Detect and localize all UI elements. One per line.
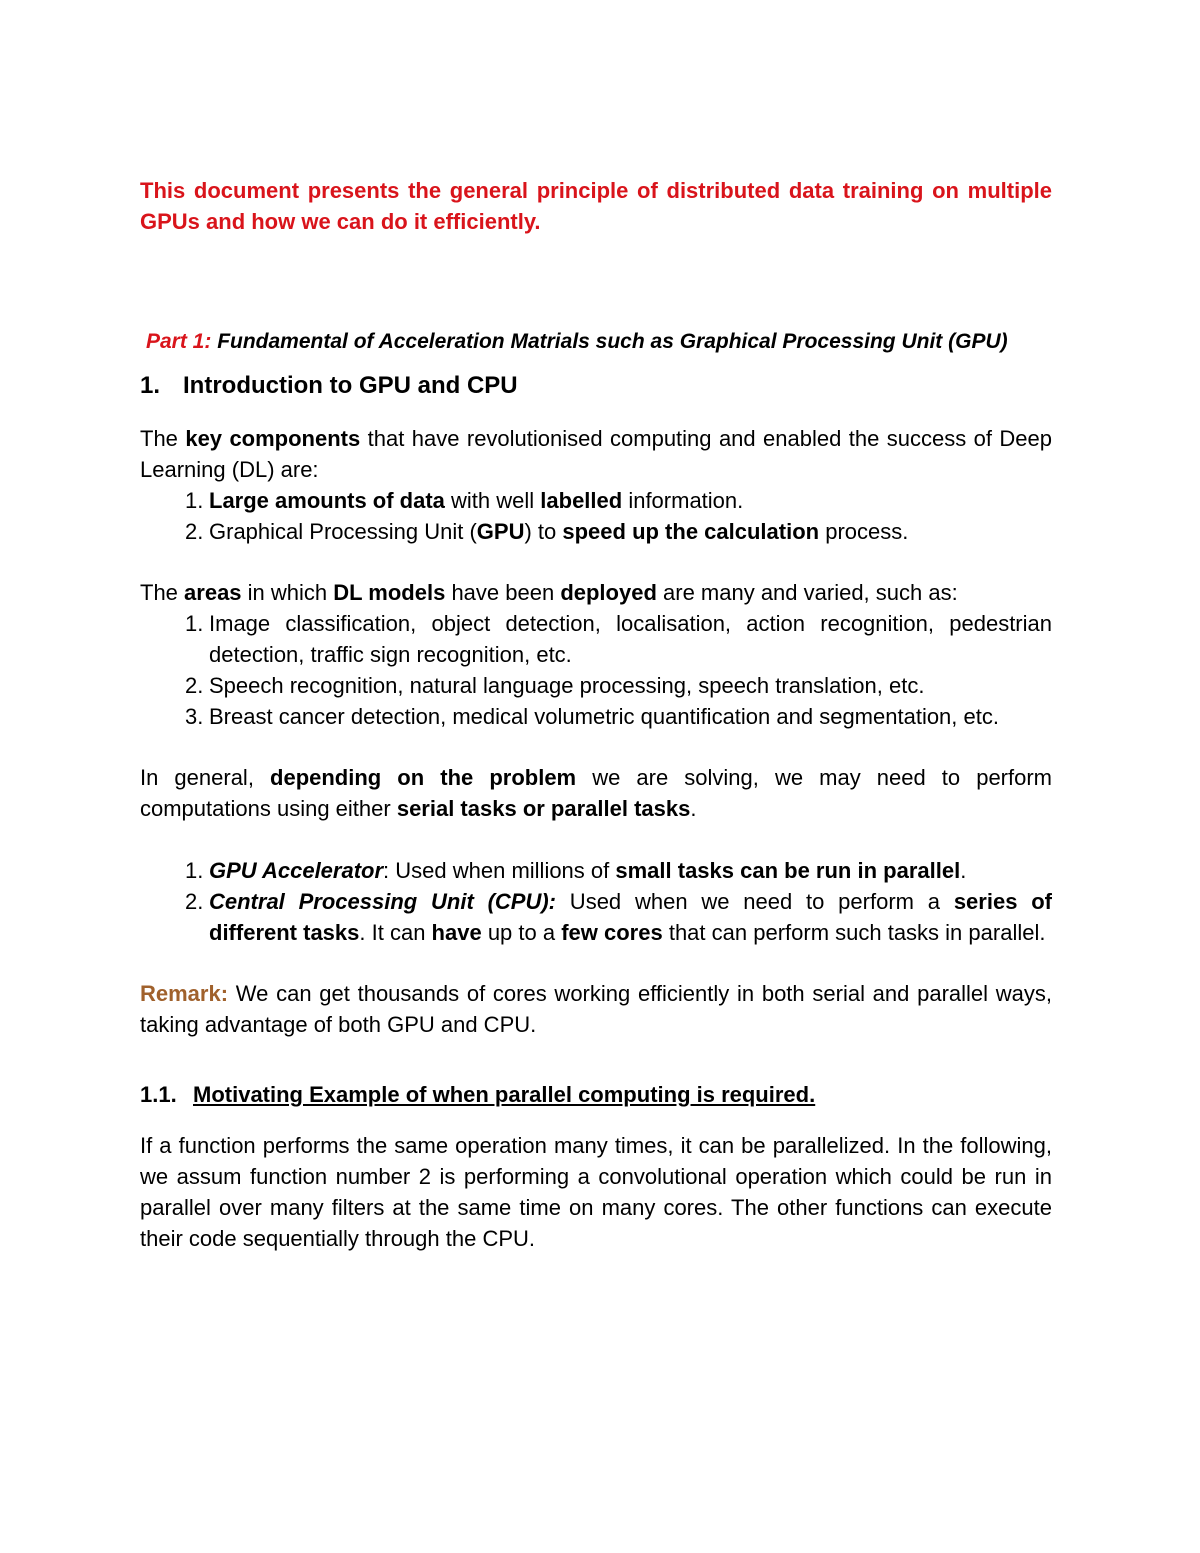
emphasis: have	[431, 920, 482, 945]
list-item	[185, 670, 1052, 701]
text: : Used when millions of	[383, 858, 616, 883]
part-heading	[146, 330, 1008, 354]
intro-statement: This document presents the general principle of distributed data training on multiple GPUs and how we can do it efficiently.	[140, 178, 1052, 234]
list-number: 1.	[185, 488, 204, 513]
text: ) to	[524, 519, 563, 544]
list-key-components	[185, 485, 1052, 547]
emphasis: small tasks can be run in parallel	[615, 858, 961, 883]
emphasis: areas	[184, 580, 242, 605]
text: In general,	[140, 765, 271, 790]
subsection-number: 1.1.	[140, 1082, 177, 1107]
list-number: 1.	[185, 611, 204, 636]
text: that have revolutionised computing and enabled the success of Deep Learning (DL) are:	[140, 426, 1052, 482]
emphasis: DL models	[333, 580, 446, 605]
text: in which	[241, 580, 334, 605]
list-application-areas	[185, 608, 1052, 732]
text: The	[140, 426, 186, 451]
paragraph-serial-parallel	[140, 762, 1052, 824]
paragraph-parallel-example: If a function performs the same operation many times, it can be parallelized. In the following, we assum function number 2 is performing a convolutional operation which could be run in parallel over many filters at the same time on many cores. The other functions can execute their code sequentially through the CPU.	[140, 1133, 1052, 1251]
list-item	[185, 485, 1052, 516]
list-number: 2.	[185, 673, 204, 698]
text: Speech recognition, natural language processing, speech translation, etc.	[209, 673, 925, 698]
remark	[140, 978, 1052, 1040]
text: information.	[622, 488, 744, 513]
list-item	[185, 886, 1052, 948]
text: . It can	[359, 920, 432, 945]
emphasis: few cores	[561, 920, 663, 945]
emphasis: deployed	[560, 580, 657, 605]
section-number: 1.	[140, 372, 161, 399]
list-item	[185, 608, 1052, 670]
emphasis: speed up the calculation	[562, 519, 820, 544]
list-item	[185, 516, 1052, 547]
text: have been	[445, 580, 561, 605]
emphasis: labelled	[540, 488, 623, 513]
text: Used when we need to perform a	[556, 889, 954, 914]
emphasis: GPU Accelerator	[209, 858, 384, 883]
list-number: 1.	[185, 858, 204, 883]
section-heading	[140, 372, 518, 400]
text: .	[960, 858, 967, 883]
text: Breast cancer detection, medical volumetric quantification and segmentation, etc.	[209, 704, 999, 729]
emphasis: Central Processing Unit (CPU):	[209, 889, 556, 914]
list-item	[185, 855, 1052, 886]
text: process.	[819, 519, 909, 544]
emphasis: key components	[185, 426, 361, 451]
list-number: 2.	[185, 519, 204, 544]
text: The	[140, 580, 185, 605]
subsection-title: Motivating Example of when parallel computing is required.	[193, 1082, 816, 1107]
emphasis: series of different tasks	[209, 889, 1052, 945]
text: that can perform such tasks in parallel.	[662, 920, 1046, 945]
emphasis: depending on the problem	[270, 765, 577, 790]
text: .	[690, 796, 697, 821]
subsection-heading	[140, 1082, 815, 1108]
list-number: 3.	[185, 704, 204, 729]
remark-text: We can get thousands of cores working efficiently in both serial and parallel ways, taking advantage of both GPU and CPU.	[140, 981, 1052, 1037]
emphasis: Large amounts of data	[209, 488, 445, 513]
list-number: 2.	[185, 889, 204, 914]
text: are many and varied, such as:	[656, 580, 958, 605]
part-label: Part 1:	[146, 330, 212, 353]
emphasis: serial tasks or parallel tasks	[396, 796, 691, 821]
list-processors	[185, 855, 1052, 948]
list-item	[185, 701, 1052, 732]
paragraph-key-components	[140, 423, 1052, 485]
text: with well	[444, 488, 541, 513]
emphasis: GPU	[476, 519, 525, 544]
paragraph-areas	[140, 577, 1052, 608]
text: up to a	[481, 920, 562, 945]
text: Image classification, object detection, localisation, action recognition, pedestrian detection, traffic sign recognition, etc.	[209, 611, 1052, 667]
part-title: Fundamental of Acceleration Matrials such as Graphical Processing Unit (GPU)	[211, 330, 1008, 353]
text: Graphical Processing Unit (	[209, 519, 477, 544]
section-title: Introduction to GPU and CPU	[183, 372, 518, 399]
text: we are solving, we may need to perform computations using either	[140, 765, 1053, 821]
remark-label: Remark:	[140, 981, 229, 1006]
